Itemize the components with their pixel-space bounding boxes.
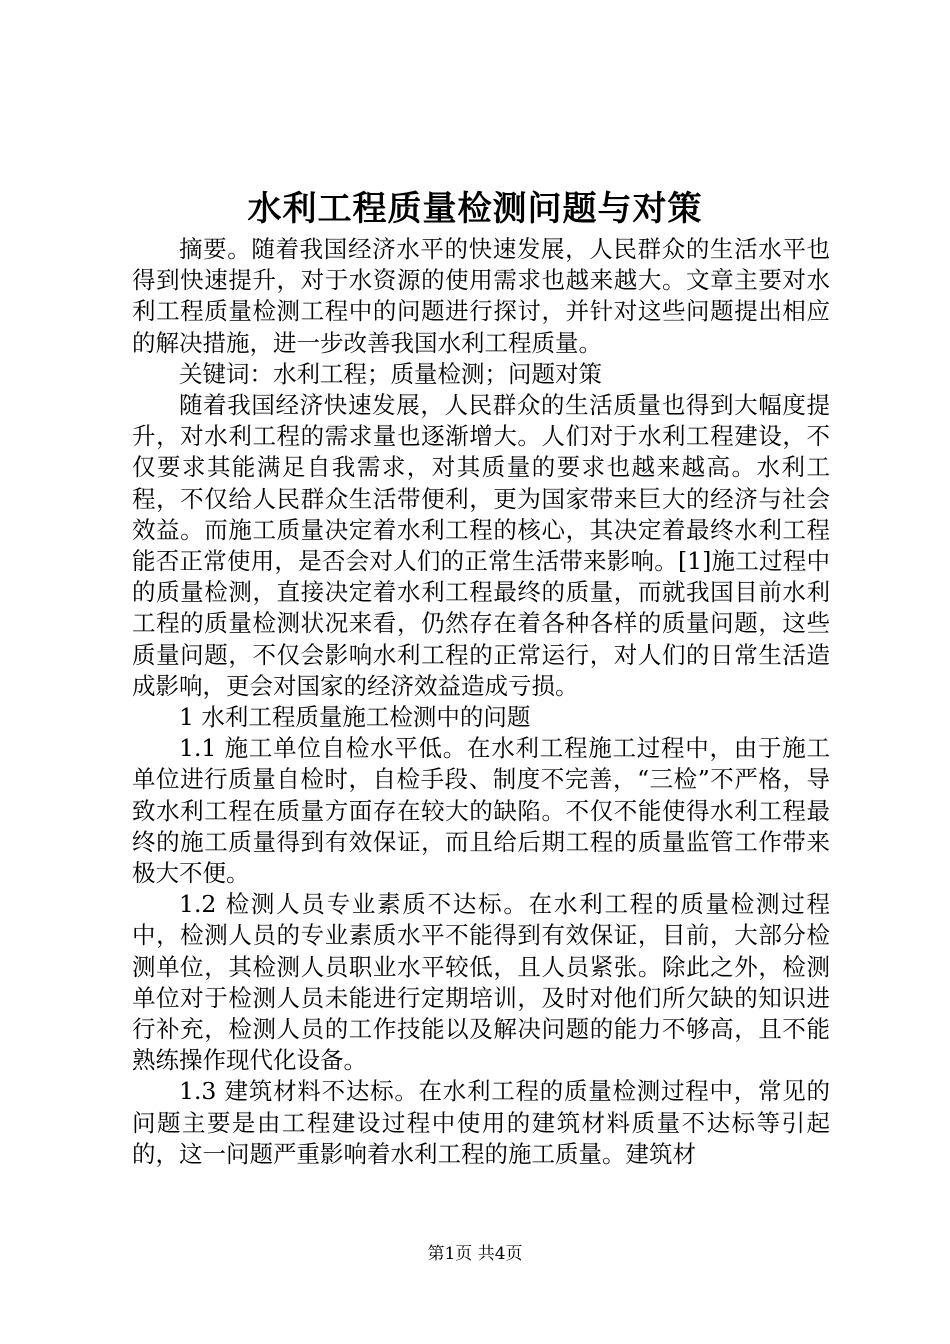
subsection-paragraph-1-3: 1.3 建筑材料不达标。在水利工程的质量检测过程中，常见的问题主要是由工程建设过程中使用的建筑材料质量不达标等引起的，这一问题严重影响着水利工程的施工质量。建筑材	[132, 1077, 830, 1168]
section-heading-1: 1 水利工程质量施工检测中的问题	[179, 703, 531, 732]
keywords-paragraph: 关键词：水利工程；质量检测；问题对策	[179, 359, 602, 388]
intro-paragraph: 随着我国经济快速发展，人民群众的生活质量也得到大幅度提升，对水利工程的需求量也逐渐增大。人们对于水利工程建设，不仅要求其能满足自我需求，对其质量的要求也越来越高。水利工程，不仅给人民群众生活带便利，更为国家带来巨大的经济与社会效益。而施工质量决定着水利工程的核心，其决定着最终水利工程能否正常使用，是否会对人们的正常生活带来影响。[1]施工过程中的质量检测，直接决定着水利工程最终的质量，而就我国目前水利工程的质量检测状况来看，仍然存在着各种各样的质量问题，这些质量问题，不仅会影响水利工程的正常运行，对人们的日常生活造成影响，更会对国家的经济效益造成亏损。	[132, 391, 830, 700]
document-title: 水利工程质量检测问题与对策	[247, 189, 703, 229]
subsection-paragraph-1-2: 1.2 检测人员专业素质不达标。在水利工程的质量检测过程中，检测人员的专业素质水平不能得到有效保证，目前，大部分检测单位，其检测人员职业水平较低，且人员紧张。除此之外，检测单位对于检测人员未能进行定期培训，及时对他们所欠缺的知识进行补充，检测人员的工作技能以及解决问题的能力不够高，且不能熟练操作现代化设备。	[132, 890, 830, 1075]
subsection-paragraph-1-1: 1.1 施工单位自检水平低。在水利工程施工过程中，由于施工单位进行质量自检时，自检手段、制度不完善，“三检”不严格，导致水利工程在质量方面存在较大的缺陷。不仅不能使得水利工程最终的施工质量得到有效保证，而且给后期工程的质量监管工作带来极大不便。	[132, 734, 830, 888]
document-body	[132, 234, 830, 1170]
abstract-paragraph: 摘要。随着我国经济水平的快速发展，人民群众的生活水平也得到快速提升，对于水资源的使用需求也越来越大。文章主要对水利工程质量检测工程中的问题进行探讨，并针对这些问题提出相应的解决措施，进一步改善我国水利工程质量。	[132, 235, 830, 357]
page-footer: 第1页 共4页	[427, 1244, 523, 1264]
